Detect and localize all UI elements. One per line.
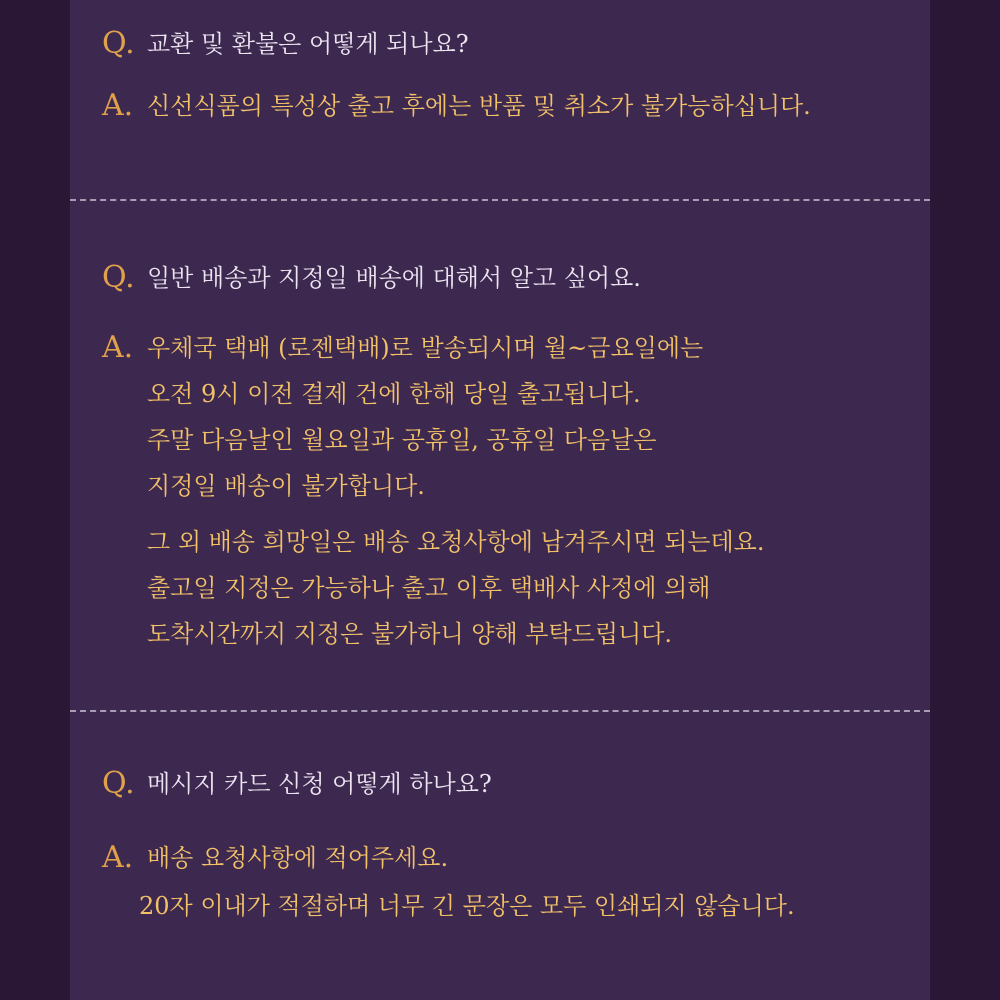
- question-text: 일반 배송과 지정일 배송에 대해서 알고 싶어요.: [147, 264, 641, 292]
- q-marker: Q.: [102, 26, 135, 61]
- answer-row: [102, 330, 922, 652]
- answer-line: 신선식품의 특성상 출고 후에는 반품 및 취소가 불가능하십니다.: [147, 92, 811, 120]
- question-text: 메시지 카드 신청 어떻게 하나요?: [147, 770, 492, 798]
- a-marker: A.: [102, 88, 134, 123]
- q-marker: Q.: [102, 260, 135, 295]
- answer-line: 출고일 지정은 가능하나 출고 이후 택배사 사정에 의해: [147, 574, 711, 602]
- a-marker: A.: [102, 840, 134, 875]
- dashed-divider: [70, 199, 930, 201]
- answer-line: 그 외 배송 희망일은 배송 요청사항에 남겨주시면 되는데요.: [147, 528, 765, 556]
- question-row: [102, 260, 922, 296]
- answer-line: 배송 요청사항에 적어주세요.: [147, 844, 449, 872]
- answer-row: [102, 840, 922, 924]
- answer-line: 도착시간까지 지정은 불가하니 양해 부탁드립니다.: [147, 620, 673, 648]
- a-marker: A.: [102, 330, 134, 365]
- answer-line: 주말 다음날인 월요일과 공휴일, 공휴일 다음날은: [147, 426, 657, 454]
- question-row: [102, 766, 922, 802]
- dashed-divider: [70, 710, 930, 712]
- question-row: [102, 26, 922, 62]
- faq-item-1: [102, 26, 922, 124]
- answer-line: 오전 9시 이전 결제 건에 한해 당일 출고됩니다.: [147, 380, 641, 408]
- answer-line: 20자 이내가 적절하며 너무 긴 문장은 모두 인쇄되지 않습니다.: [139, 892, 795, 920]
- q-marker: Q.: [102, 766, 135, 801]
- answer-row: [102, 88, 922, 124]
- answer-line: 우체국 택배 (로젠택배)로 발송되시며 월~금요일에는: [147, 334, 704, 362]
- faq-item-2: [102, 260, 922, 652]
- question-text: 교환 및 환불은 어떻게 되나요?: [147, 30, 469, 58]
- faq-item-3: [102, 766, 922, 924]
- answer-line: 지정일 배송이 불가합니다.: [147, 472, 425, 500]
